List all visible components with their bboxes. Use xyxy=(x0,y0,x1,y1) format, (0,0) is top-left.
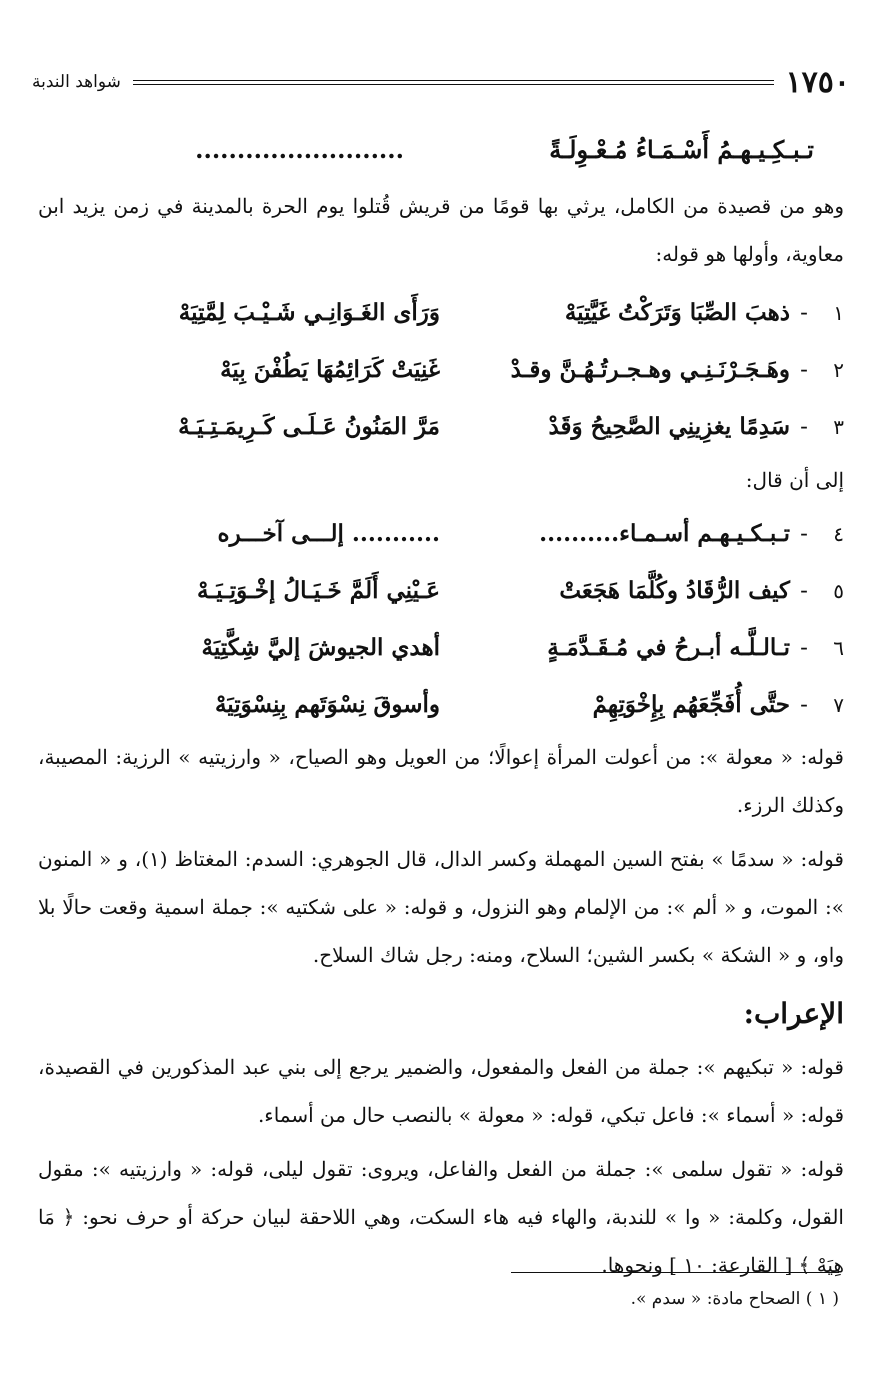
verse-number: ٦ xyxy=(833,635,844,660)
note-paragraph-1: قوله: « معولة »: من أعولت المرأة إعوالًا؛ من العويل وهو الصياح، « وارزيتيه » الرزية: المصيبة، وكذلك الرزء. xyxy=(38,745,844,817)
verse-dash: - xyxy=(800,520,808,547)
verse-hemistich-2: وَرَأَى الغَـوَانِـي شَـيْـبَ لِمَّتِيَهْ xyxy=(178,298,440,326)
opening-hemistich-2: ......................... xyxy=(195,135,404,164)
verse-hemistich-1: ذهبَ الصِّبَا وَتَرَكْتُ غَيَّتِيَهْ xyxy=(564,298,790,326)
verse-hemistich-1: تـالـلَّـه أبـرحُ في مُـقَـدَّمَـةٍ xyxy=(547,633,790,661)
verse-dash: - xyxy=(800,691,808,718)
verse-number: ٧ xyxy=(833,692,844,717)
verse-hemistich-2: أهدي الجيوشَ إليَّ شِكَّتِيَهْ xyxy=(201,633,440,661)
verse-number: ١ xyxy=(833,300,844,325)
verse-hemistich-1: حتَّى أُفَجِّعَهُم بِإِخْوَتِهِمْ xyxy=(592,690,790,718)
verse-number: ٤ xyxy=(833,521,844,546)
verse-hemistich-2: ........... إلـــى آخـــره xyxy=(217,519,440,547)
note-paragraph-2: قوله: « سدمًا » بفتح السين المهملة وكسر الدال، قال الجوهري: السدم: المغتاظ (١)، و « المنون »: الموت، و « ألم »: من الإلمام وهو النزول، و قوله: « على شكتيه »: جملة اسمية وقعت حالًا بلا واو، و « الشكة » بكسر الشين؛ السلاح، ومنه: رجل شاك السلاح. xyxy=(38,847,844,967)
verse-6 xyxy=(38,619,844,676)
verse-7 xyxy=(38,676,844,733)
opening-verse xyxy=(38,118,844,182)
verse-1 xyxy=(38,284,844,341)
page-number: ١٧٥٠ xyxy=(785,64,850,100)
intro-paragraph: وهو من قصيدة من الكامل، يرثي بها قومًا من قريش قُتلوا يوم الحرة بالمدينة في زمن يزيد ابن معاوية، وأولها هو قوله: xyxy=(38,194,844,266)
transition-line: إلى أن قال: xyxy=(745,468,844,492)
verse-number: ٢ xyxy=(833,357,844,382)
page-content xyxy=(38,118,844,1295)
verse-2 xyxy=(38,341,844,398)
verse-3 xyxy=(38,398,844,455)
verse-hemistich-2: وأسوقَ نِسْوَتَهم بِنِسْوَتِيَهْ xyxy=(214,690,440,718)
verse-hemistich-2: مَرَّ المَنُونُ عَـلَـى كَـرِيمَـتِـيَـهْ xyxy=(178,412,440,440)
irab-paragraph-2: قوله: « تقول سلمى »: جملة من الفعل والفاعل، ويروى: تقول ليلى، قوله: « وارزيتيه »: مقول القول، وكلمة: « وا » للندبة، والهاء فيه هاء السكت، وهي اللاحقة لبيان حركة أو حرف نحو: ﴿ مَا هِيَهْ ﴾ [ القارعة: ١٠ ] ونحوها. xyxy=(38,1157,844,1277)
verse-hemistich-1: تـبـكـيـهـم أسـمـاء.......... xyxy=(539,519,790,547)
footnote-rule xyxy=(511,1272,839,1273)
verse-hemistich-2: غَنِيَتْ كَرَائِمُهَا يَطُفْنَ بِيَهْ xyxy=(220,355,440,383)
verse-number: ٥ xyxy=(833,578,844,603)
verse-dash: - xyxy=(800,577,808,604)
verse-hemistich-1: كيف الرُّقَادُ وكُلَّمَا هَجَعَتْ xyxy=(559,576,790,604)
verse-4 xyxy=(38,505,844,562)
verse-hemistich-1: سَدِمًا يغزِينِي الصَّحِيحُ وَقَدْ xyxy=(548,412,790,440)
header-rule xyxy=(133,80,774,85)
verse-hemistich-1: وهَـجَـرْنَـنِـي وهـجـرتُـهُـنَّ وقـدْ xyxy=(510,355,790,383)
verse-dash: - xyxy=(800,413,808,440)
verse-dash: - xyxy=(800,356,808,383)
verse-number: ٣ xyxy=(833,414,844,439)
verse-dash: - xyxy=(800,634,808,661)
opening-hemistich-1: تـبـكِـيـهـمُ أَسْـمَـاءُ مُـعْـوِلَـةً xyxy=(549,135,814,164)
running-title: شواهد الندبة xyxy=(32,72,121,92)
verse-hemistich-2: عَـيْنِي أَلَمَّ خَـيَـالُ إخْـوَتِـيَـهْ xyxy=(197,576,440,604)
verse-dash: - xyxy=(800,299,808,326)
irab-paragraph-1: قوله: « تبكيهم »: جملة من الفعل والمفعول، والضمير يرجع إلى بني عبد المذكورين في القصيدة، قوله: « أسماء »: فاعل تبكي، قوله: « معولة » بالنصب حال من أسماء. xyxy=(38,1055,844,1127)
verse-5 xyxy=(38,562,844,619)
section-heading: الإعراب: xyxy=(743,997,844,1030)
page-header xyxy=(32,62,850,102)
footnote: ( ١ ) الصحاح مادة: « سدم ». xyxy=(630,1289,839,1309)
